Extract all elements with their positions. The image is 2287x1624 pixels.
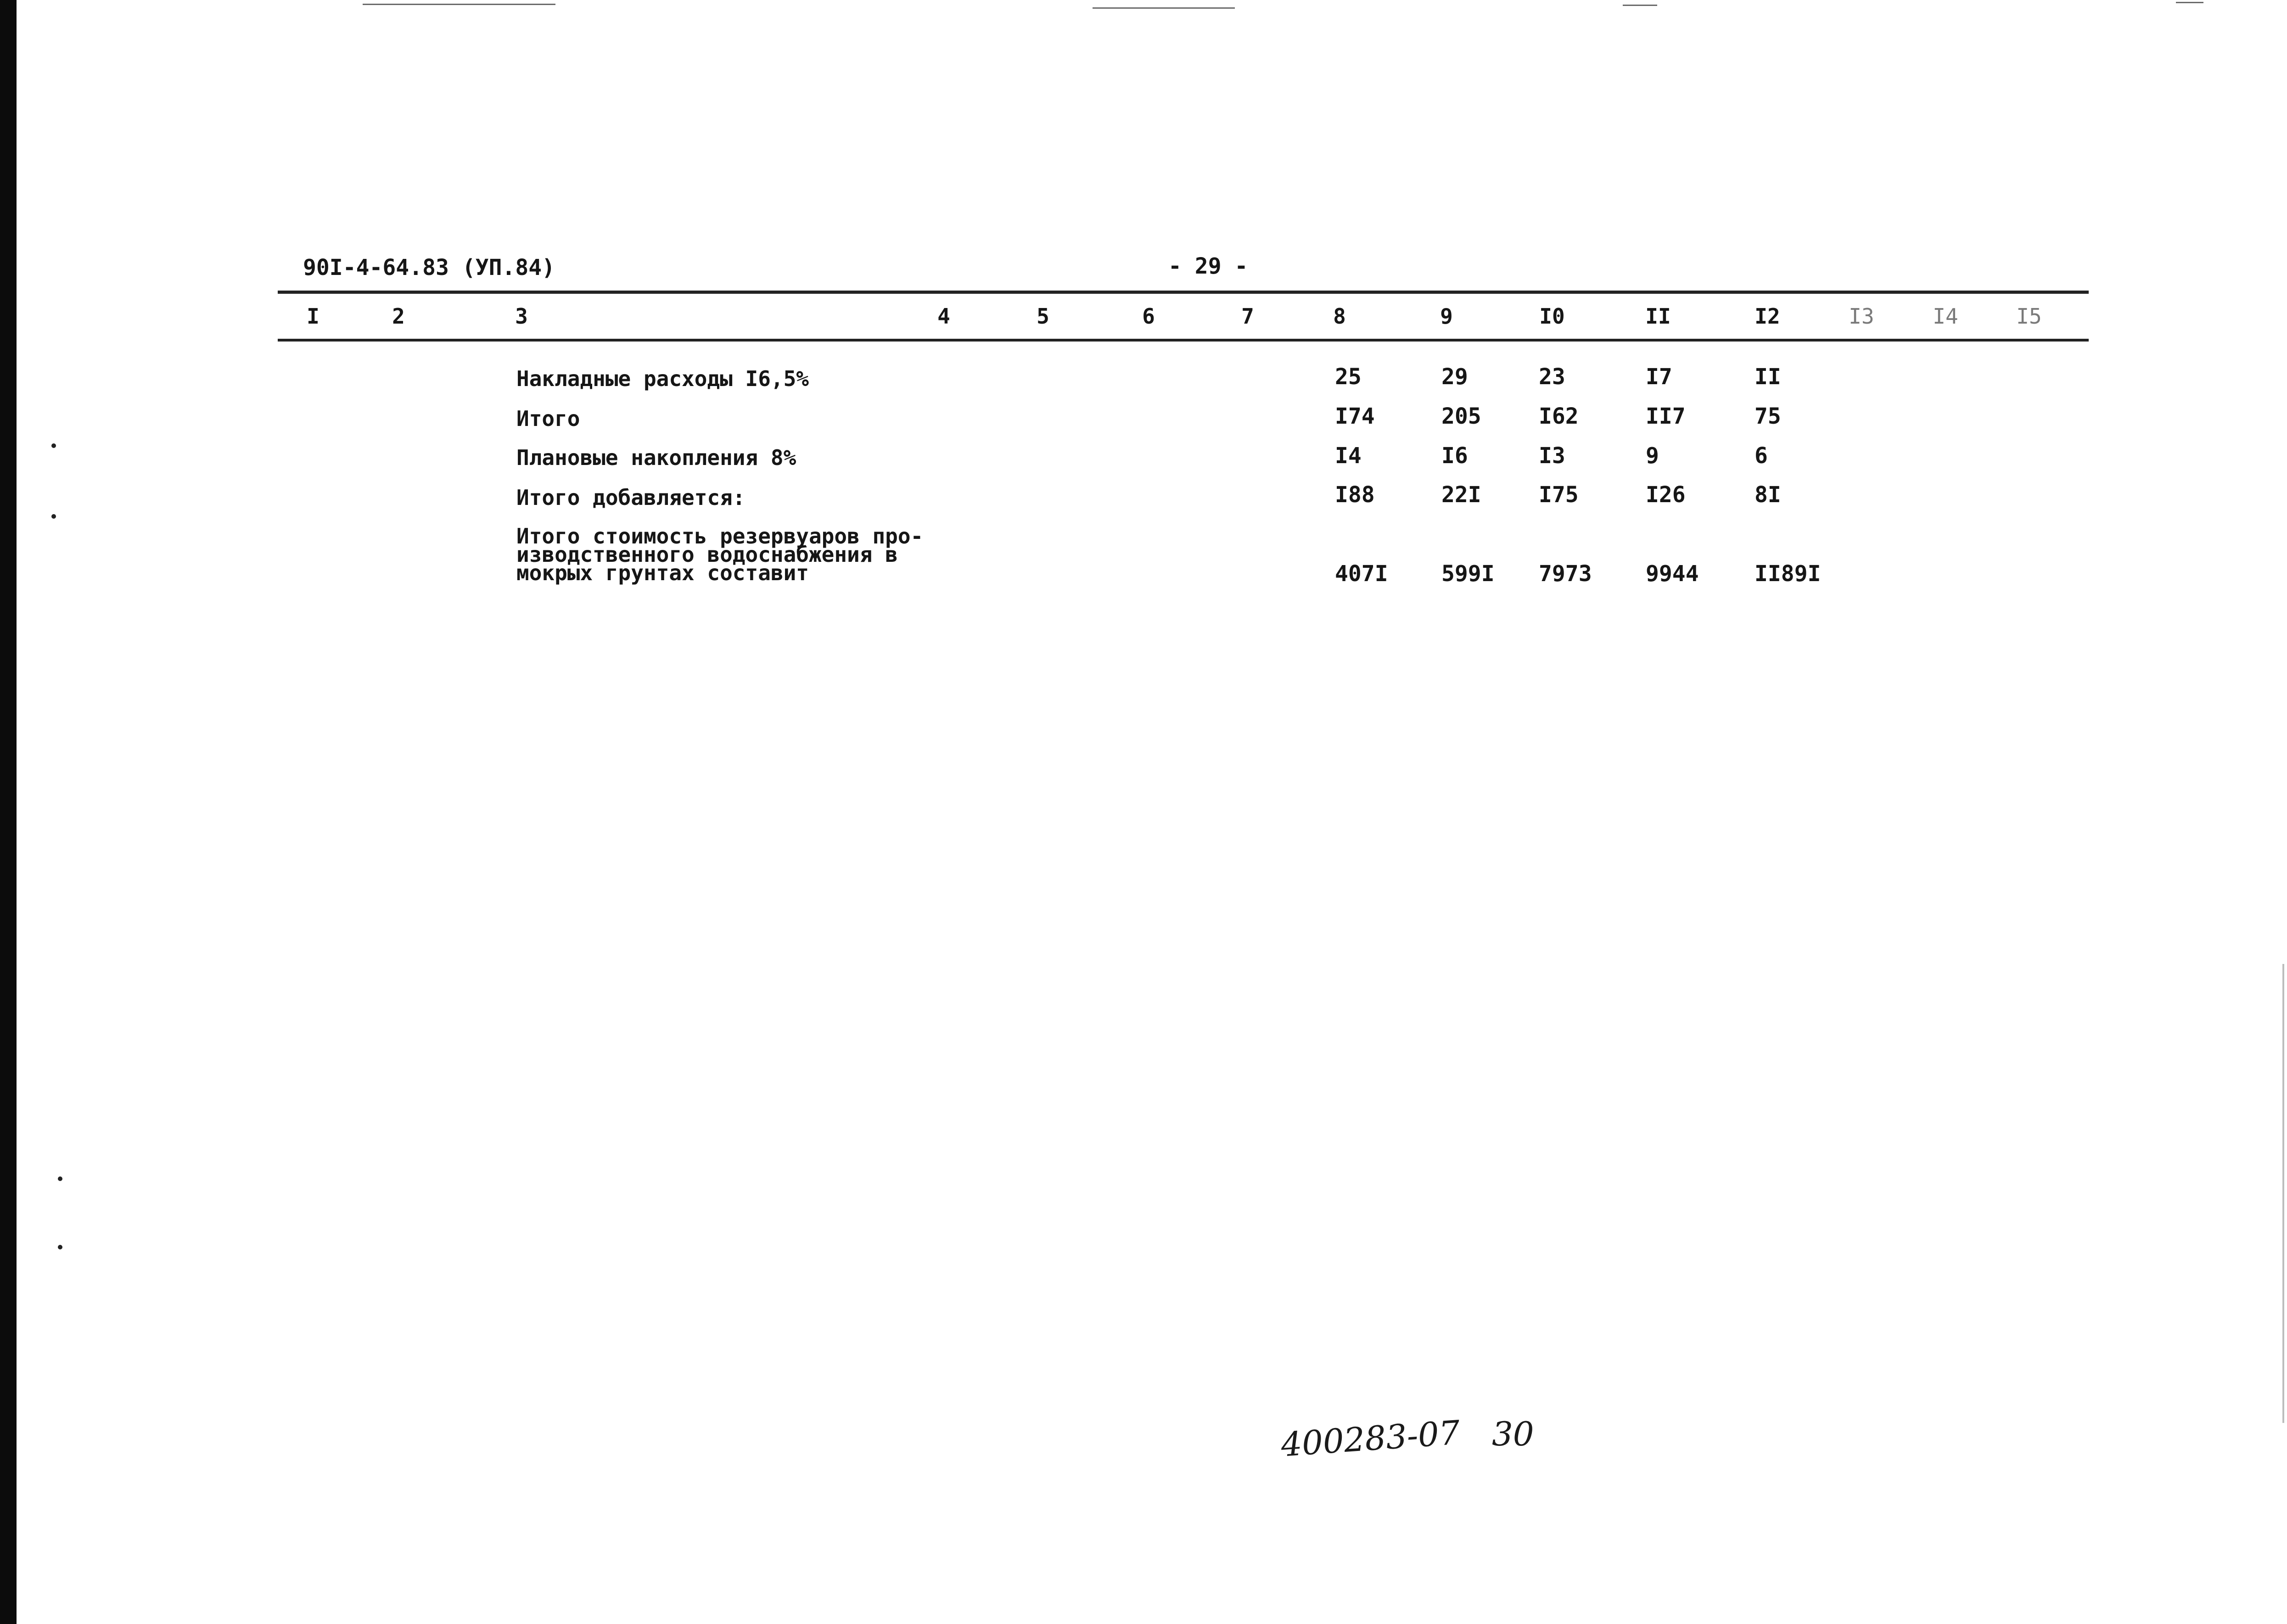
scan-edge-right (2282, 964, 2284, 1423)
column-number: I (307, 304, 320, 329)
scan-edge-left (0, 0, 17, 1624)
table-cell: II89I (1754, 561, 1821, 587)
column-number: 3 (515, 304, 528, 329)
table-cell: 23 (1539, 364, 1565, 390)
row-label-line: Итого стоимость резервуаров про- (516, 524, 924, 549)
table-cell: 8I (1754, 482, 1781, 508)
table-cell: 25 (1335, 364, 1362, 390)
column-number: 8 (1333, 304, 1346, 329)
table-header-rule (278, 339, 2089, 342)
column-number: I3 (1849, 304, 1874, 329)
column-number: I5 (2016, 304, 2042, 329)
scan-mark (1623, 5, 1657, 6)
scan-dot (51, 514, 56, 519)
table-cell: II7 (1646, 403, 1686, 429)
table-cell: 6 (1754, 443, 1768, 469)
table-cell: 7973 (1539, 561, 1592, 587)
scan-dot (58, 1176, 62, 1181)
column-number: 2 (392, 304, 405, 329)
sheet-number: 30 (1492, 1415, 1534, 1453)
column-number: 9 (1440, 304, 1453, 329)
row-label-planned-savings: Плановые накопления 8% (516, 445, 796, 470)
table-cell: I62 (1539, 403, 1579, 429)
row-label-overhead: Накладные расходы I6,5% (516, 366, 809, 391)
table-cell: I26 (1646, 482, 1686, 508)
row-label-line: мокрых грунтах составит (516, 560, 809, 585)
column-number: 6 (1142, 304, 1155, 329)
row-label-total-cost (516, 524, 924, 585)
table-cell: 407I (1335, 561, 1388, 587)
row-label-subtotal: Итого (516, 406, 580, 431)
table-cell: I7 (1646, 364, 1672, 390)
table-cell: 9944 (1646, 561, 1699, 587)
table-cell: 9 (1646, 443, 1659, 469)
column-number: I0 (1539, 304, 1565, 329)
row-label-line: изводственного водоснабжения в (516, 542, 898, 567)
column-number: 4 (937, 304, 950, 329)
table-cell: 22I (1441, 482, 1481, 508)
scan-mark (363, 4, 555, 5)
table-cell: I6 (1441, 443, 1468, 469)
table-cell: I74 (1335, 403, 1375, 429)
document-code: 90I-4-64.83 (УП.84) (303, 255, 555, 280)
table-cell: I3 (1539, 443, 1565, 469)
column-number: I4 (1933, 304, 1958, 329)
scan-dot (51, 443, 56, 448)
table-cell: 599I (1441, 561, 1495, 587)
table-cell: II (1754, 364, 1781, 390)
scan-mark (1093, 7, 1235, 9)
column-number: 5 (1037, 304, 1049, 329)
column-number: 7 (1241, 304, 1254, 329)
table-cell: I75 (1539, 482, 1579, 508)
table-top-rule (278, 291, 2089, 294)
page-number: - 29 - (1168, 253, 1248, 279)
column-number: I2 (1754, 304, 1780, 329)
table-cell: I4 (1335, 443, 1362, 469)
table-cell: 75 (1754, 403, 1781, 429)
scan-mark (2176, 2, 2203, 3)
row-label-total-added: Итого добавляется: (516, 485, 746, 510)
scan-dot (58, 1245, 62, 1249)
table-cell: I88 (1335, 482, 1375, 508)
inventory-number: 400283-07 (1279, 1413, 1462, 1464)
table-cell: 205 (1441, 403, 1481, 429)
table-cell: 29 (1441, 364, 1468, 390)
column-number: II (1645, 304, 1671, 329)
